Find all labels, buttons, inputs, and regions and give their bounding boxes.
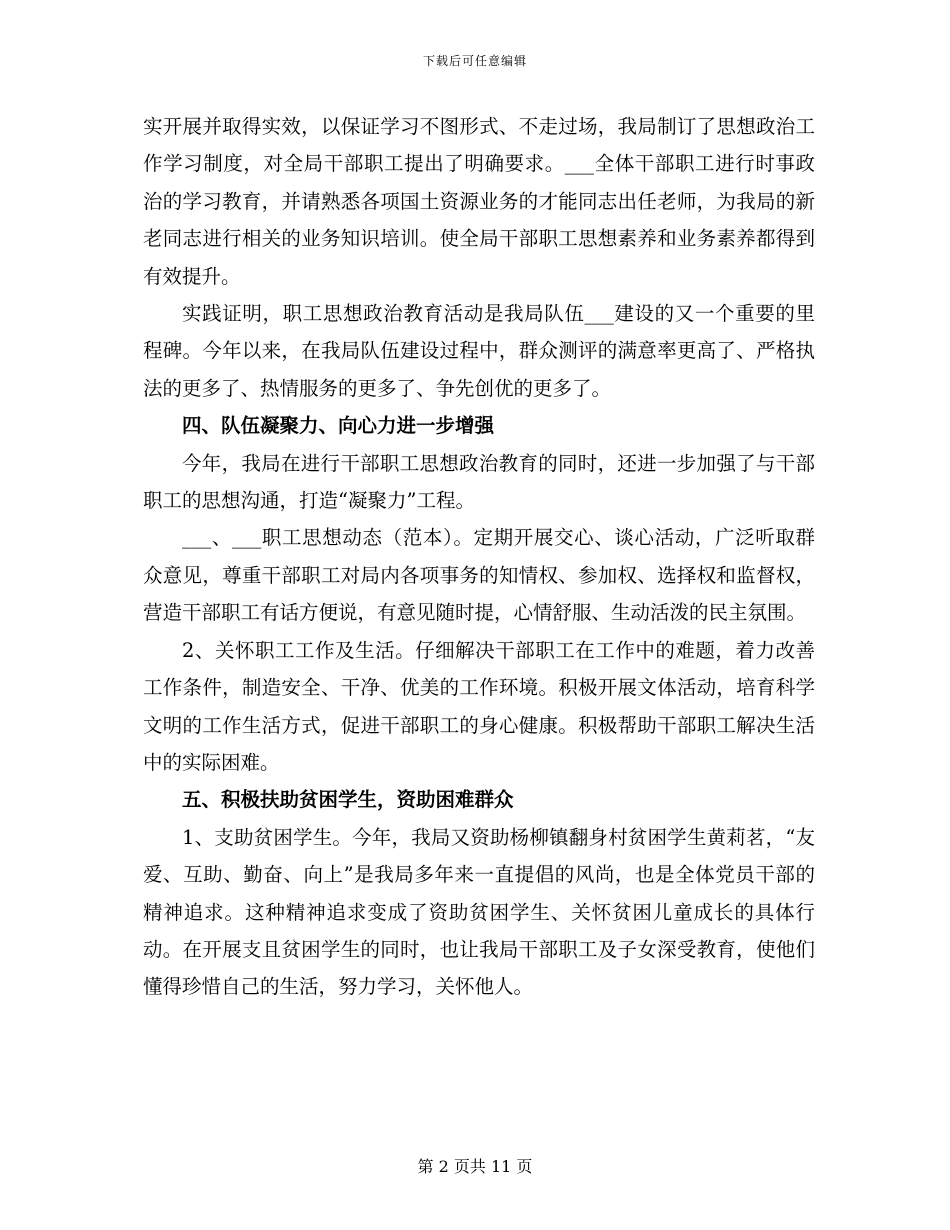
page-footer: 第 2 页共 11 页 — [417, 1157, 533, 1176]
paragraph-staff-thoughts: ___、___职工思想动态（范本）。定期开展交心、谈心活动，广泛听取群众意见，尊重干部职工对局内各项事务的知情权、参加权、选择权和监督权，营造干部职工有话方便说，有意见随时提，心情舒服、生动活泼的民主氛围。 — [143, 526, 815, 625]
page-header: 下载后可任意编辑 — [422, 54, 527, 68]
section-heading-poverty-aid: 五、积极扶助贫困学生，资助困难群众 — [182, 788, 514, 812]
paragraph-this-year: 今年，我局在进行干部职工思想政治教育的同时，还进一步加强了与干部职工的思想沟通，打造“凝聚力”工程。 — [143, 451, 815, 513]
paragraph-study-system: 实开展并取得实效，以保证学习不图形式、不走过场，我局制订了思想政治工作学习制度，对全局干部职工提出了明确要求。___全体干部职工进行时事政治的学习教育，并请熟悉各项国土资源业务的才能同志出任老师，为我局的新老同志进行相关的业务知识培训。使全局干部职工思想素养和业务素养都得到有效提升。 — [143, 115, 815, 288]
paragraph-practice-proves: 实践证明，职工思想政治教育活动是我局队伍___建设的又一个重要的里程碑。今年以来，在我局队伍建设过程中，群众测评的满意率更高了、严格执法的更多了、热情服务的更多了、争先创优的更多了。 — [143, 302, 815, 400]
document-body — [143, 108, 815, 1006]
paragraph-care-for-staff: 2、关怀职工工作及生活。仔细解决干部职工在工作中的难题，着力改善工作条件，制造安全、干净、优美的工作环境。积极开展文体活动，培育科学文明的工作生活方式，促进干部职工的身心健康。积极帮助干部职工解决生活中的实际困难。 — [143, 638, 815, 774]
section-heading-cohesion: 四、队伍凝聚力、向心力进一步增强 — [182, 414, 495, 438]
paragraph-support-students: 1、支助贫困学生。今年，我局又资助杨柳镇翻身村贫困学生黄莉茗，“友爱、互助、勤奋、向上”是我局多年来一直提倡的风尚，也是全体党员干部的精神追求。这种精神追求变成了资助贫困学生、关怀贫困儿童成长的具体行动。在开展支且贫困学生的同时，也让我局干部职工及子女深受教育，使他们懂得珍惜自己的生活，努力学习，关怀他人。 — [143, 825, 815, 999]
